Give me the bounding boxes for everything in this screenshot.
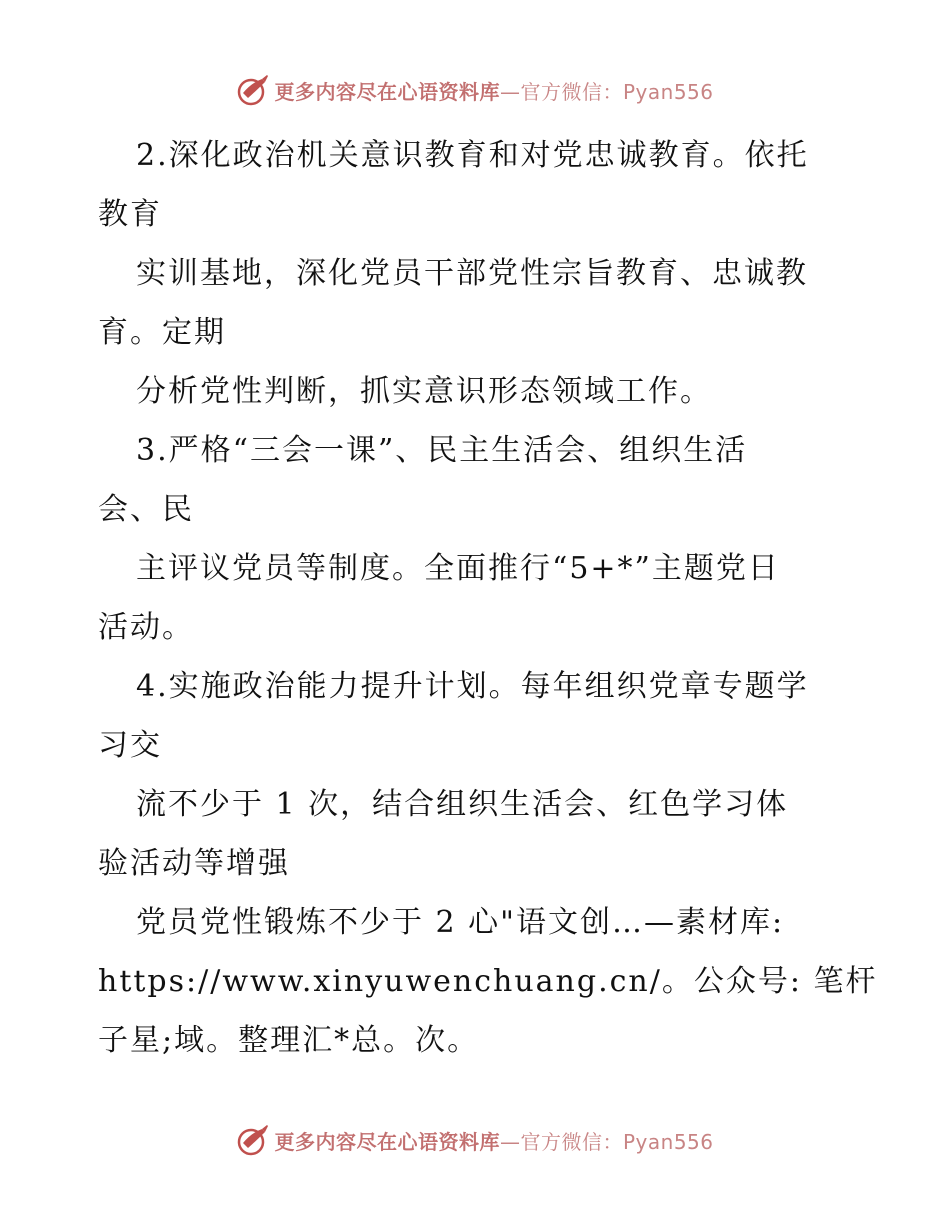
body-line: 子星;域。整理汇*总。次。 xyxy=(98,1023,480,1058)
watermark-dash: — xyxy=(499,1129,521,1154)
body-line: 习交 xyxy=(98,728,162,763)
body-line: 分析党性判断，抓实意识形态领域工作。 xyxy=(136,374,712,409)
watermark-text xyxy=(274,1126,713,1155)
body-line: 党员党性锻炼不少于 2 心"语文创…—素材库: xyxy=(136,905,785,940)
watermark-dash: — xyxy=(499,79,521,104)
watermark-banner-top xyxy=(0,68,950,112)
body-line: 4.实施政治能力提升计划。每年组织党章专题学 xyxy=(136,669,809,704)
body-line: 流不少于 1 次，结合组织生活会、红色学习体 xyxy=(136,787,789,822)
watermark-banner-bottom xyxy=(0,1118,950,1162)
body-line: 实训基地，深化党员干部党性宗旨教育、忠诚教 xyxy=(136,256,808,291)
document-body xyxy=(98,126,878,1070)
body-line: 会、民 xyxy=(98,492,194,527)
pen-logo-icon xyxy=(236,1123,270,1157)
body-line: 主评议党员等制度。全面推行“5+*”主题党日 xyxy=(136,551,780,586)
body-line: 2.深化政治机关意识教育和对党忠诚教育。依托 xyxy=(136,138,809,173)
body-line: 教育 xyxy=(98,197,162,232)
pen-logo-icon xyxy=(236,73,270,107)
watermark-contact-id: Pyan556 xyxy=(622,1129,714,1154)
body-line: 验活动等增强 xyxy=(98,846,290,881)
body-line: https://www.xinyuwenchuang.cn/。公众号: 笔杆 xyxy=(98,964,878,999)
body-line: 育。定期 xyxy=(98,315,226,350)
watermark-site: 更多内容尽在心语资料库 xyxy=(274,1129,500,1154)
body-line: 3.严格“三会一课”、民主生活会、组织生活 xyxy=(136,433,748,468)
watermark-contact-id: Pyan556 xyxy=(622,79,714,104)
watermark-contact-label: 官方微信： xyxy=(520,79,623,104)
watermark-text xyxy=(274,76,713,105)
watermark-site: 更多内容尽在心语资料库 xyxy=(274,79,500,104)
body-line: 活动。 xyxy=(98,610,194,645)
watermark-contact-label: 官方微信： xyxy=(520,1129,623,1154)
